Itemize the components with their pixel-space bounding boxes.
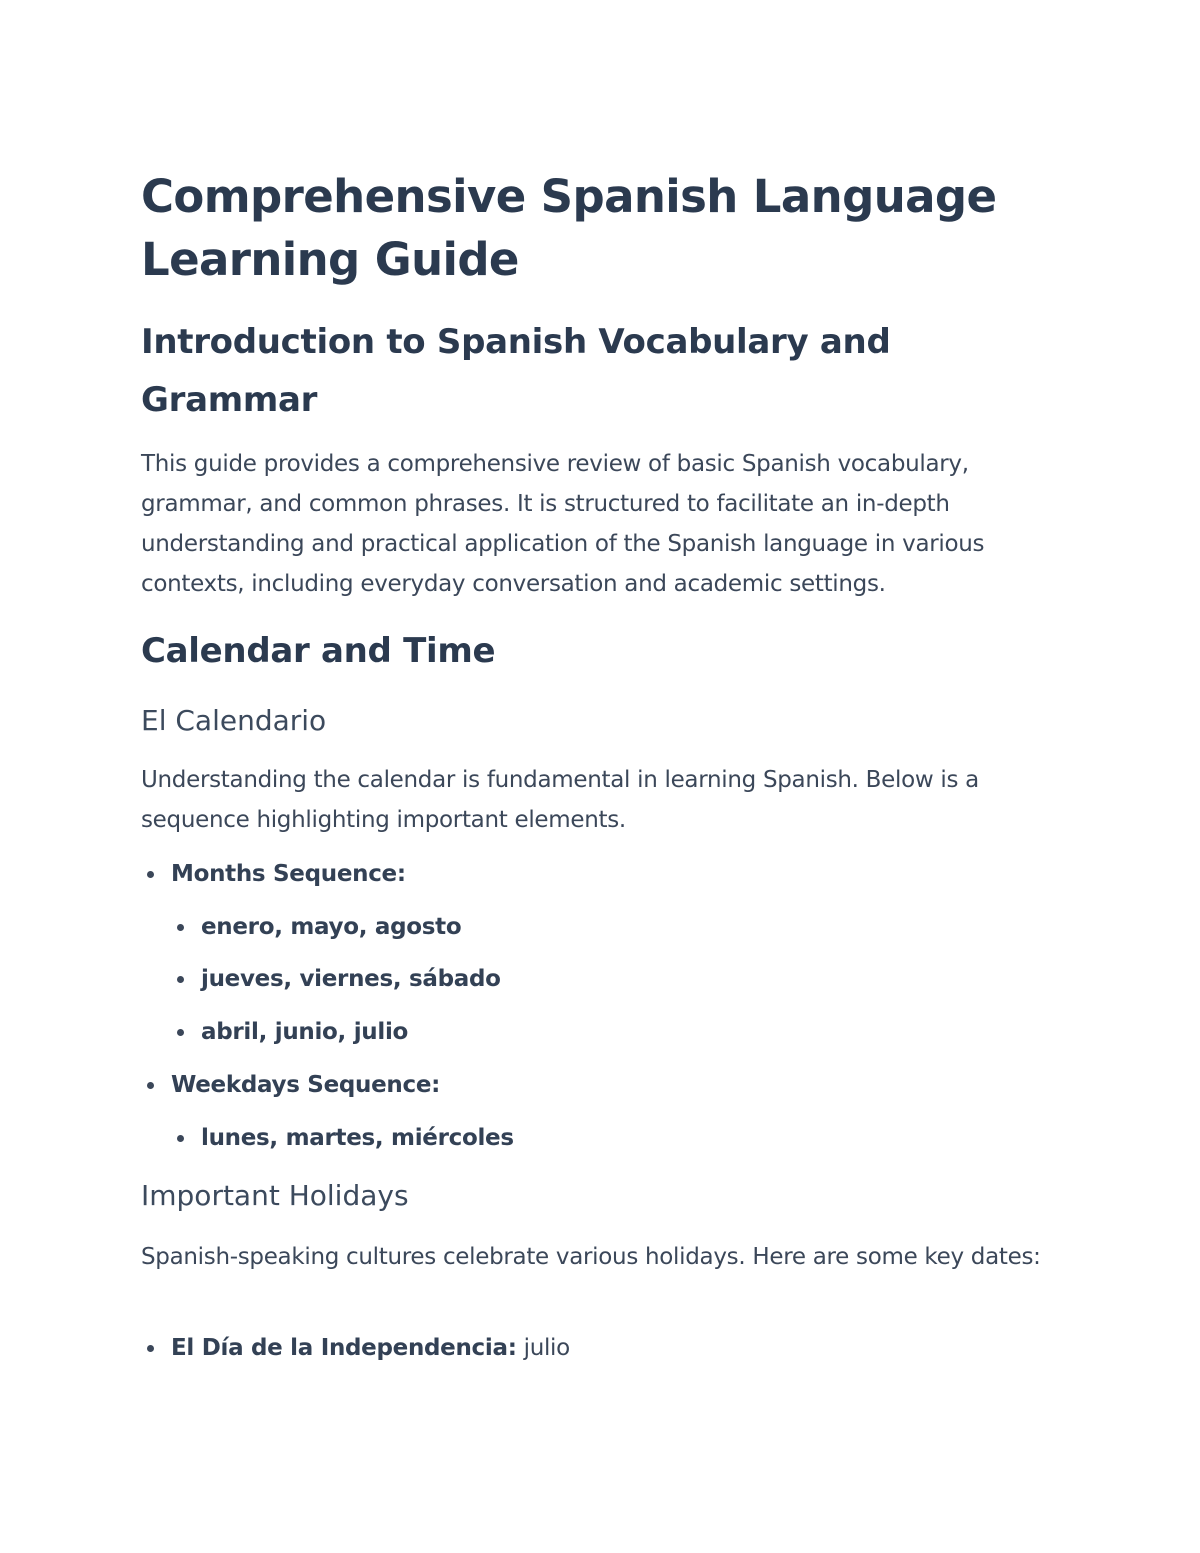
list-item: [201, 1015, 408, 1049]
list-item: [201, 1121, 514, 1155]
months-item: abril, junio, julio: [201, 1019, 409, 1045]
holidays-heading: Important Holidays: [141, 1179, 409, 1212]
list-item-months: [171, 857, 406, 891]
list-item: [201, 910, 461, 944]
bullet-icon: [177, 924, 184, 931]
intro-heading: Introduction to Spanish Vocabulary and Grammar: [141, 322, 891, 420]
list-item: [201, 962, 501, 996]
bullet-icon: [147, 1345, 154, 1352]
calendario-paragraph: Understanding the calendar is fundamental in learning Spanish. Below is a sequence highlighting important elements.: [141, 767, 979, 833]
bullet-icon: [177, 1135, 184, 1142]
bullet-icon: [177, 976, 184, 983]
months-item: jueves, viernes, sábado: [201, 966, 501, 992]
holiday-value: julio: [516, 1335, 570, 1361]
document-title: Comprehensive Spanish Language Learning Guide: [141, 170, 997, 286]
bullet-icon: [147, 871, 154, 878]
bullet-icon: [147, 1082, 154, 1089]
months-item: enero, mayo, agosto: [201, 914, 462, 940]
bullet-icon: [177, 1029, 184, 1036]
holidays-paragraph: Spanish-speaking cultures celebrate various holidays. Here are some key dates:: [141, 1244, 1041, 1270]
intro-paragraph: This guide provides a comprehensive review of basic Spanish vocabulary, grammar, and common phrases. It is structured to facilitate an in-depth understanding and practical application of the Spanish language in various contexts, including everyday conversation and academic settings.: [141, 451, 985, 597]
holiday-label: El Día de la Independencia:: [171, 1335, 517, 1361]
list-item-weekdays: [171, 1068, 440, 1102]
weekdays-item: lunes, martes, miércoles: [201, 1125, 514, 1151]
list-item-holiday: [171, 1331, 570, 1365]
months-label: Months Sequence:: [171, 861, 406, 887]
weekdays-label: Weekdays Sequence:: [171, 1072, 441, 1098]
calendar-heading: Calendar and Time: [141, 631, 496, 671]
calendario-heading: El Calendario: [141, 704, 327, 737]
